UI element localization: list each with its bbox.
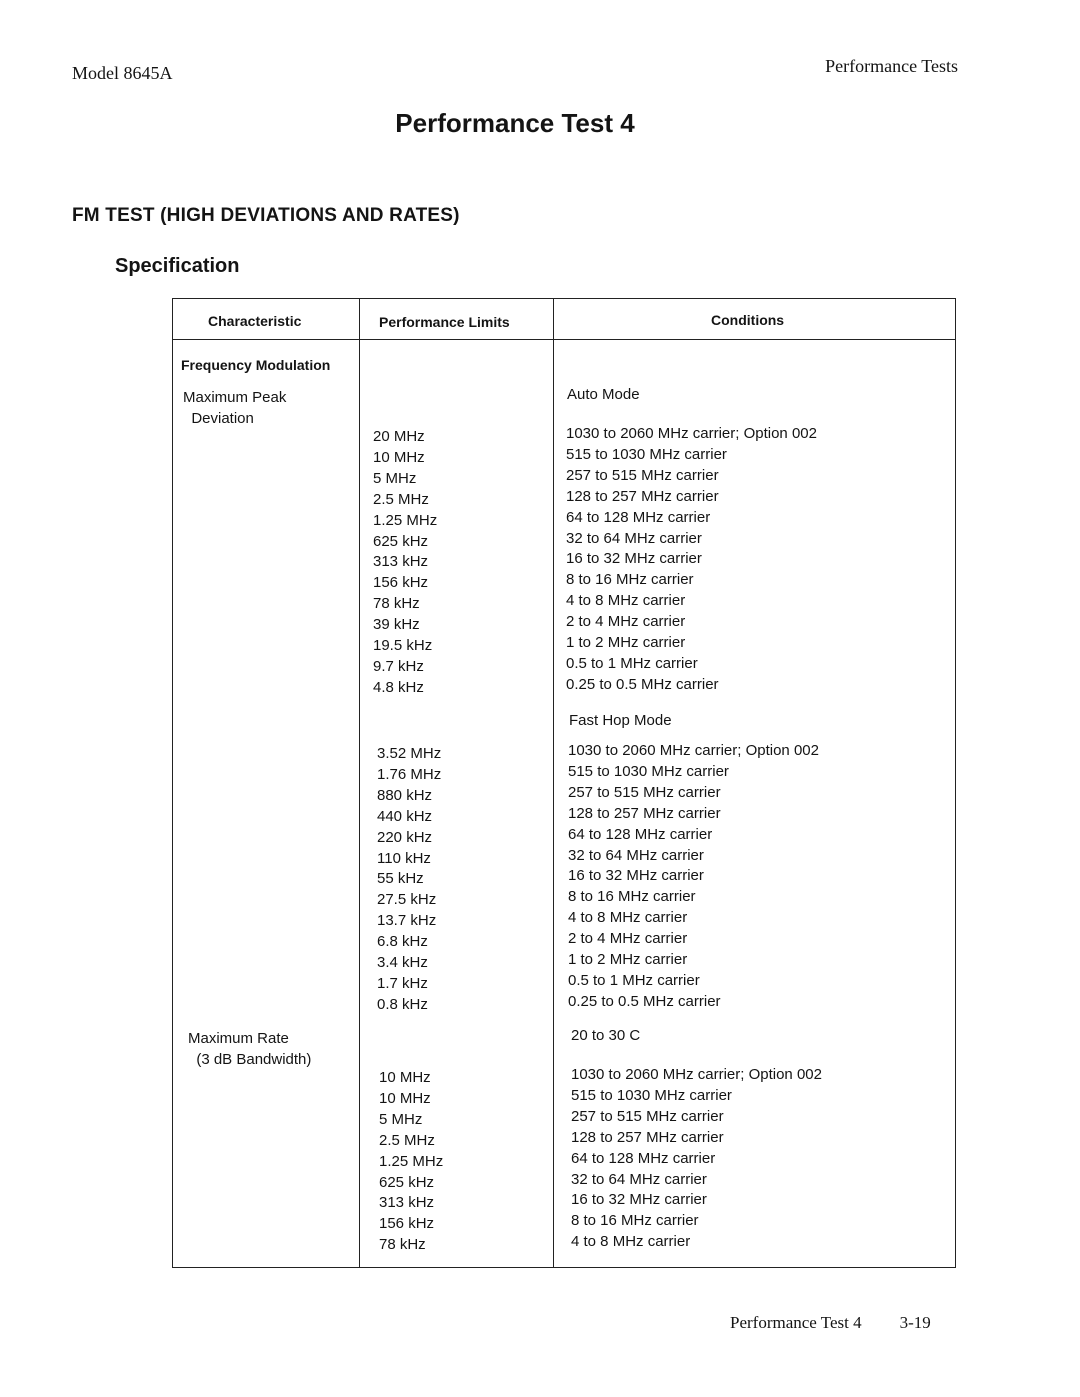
condition-value: 16 to 32 MHz carrier bbox=[566, 550, 702, 568]
column-header-conditions: Conditions bbox=[711, 312, 785, 328]
condition-value: 257 to 515 MHz carrier bbox=[571, 1107, 724, 1125]
section-title: FM TEST (HIGH DEVIATIONS AND RATES) bbox=[72, 205, 460, 226]
limit-value: 5 MHz bbox=[379, 1110, 423, 1128]
limit-value: 9.7 kHz bbox=[373, 657, 424, 675]
condition-value: 16 to 32 MHz carrier bbox=[568, 867, 704, 885]
page-title: Performance Test 4 bbox=[395, 108, 635, 138]
condition-value: 515 to 1030 MHz carrier bbox=[571, 1086, 732, 1104]
limit-value: 3.52 MHz bbox=[377, 745, 442, 762]
limit-value: 20 MHz bbox=[373, 428, 425, 445]
auto-mode-limits-list bbox=[373, 427, 437, 699]
condition-value: 4 to 8 MHz carrier bbox=[571, 1233, 691, 1251]
temperature-condition: 20 to 30 C bbox=[571, 1027, 641, 1044]
max-peak-deviation-label: Maximum Peak Deviation bbox=[183, 389, 287, 427]
limit-value: 880 kHz bbox=[377, 786, 433, 804]
max-rate-label: Maximum Rate (3 dB Bandwidth) bbox=[188, 1030, 312, 1068]
limit-value: 3.4 kHz bbox=[377, 954, 428, 972]
limit-value: 110 kHz bbox=[377, 849, 431, 867]
condition-value: 0.5 to 1 MHz carrier bbox=[566, 654, 698, 672]
condition-value: 2 to 4 MHz carrier bbox=[566, 613, 686, 631]
header-divider bbox=[173, 339, 955, 340]
condition-value: 4 to 8 MHz carrier bbox=[568, 909, 688, 927]
condition-value: 128 to 257 MHz carrier bbox=[568, 804, 721, 822]
max-rate-limits-list bbox=[379, 1068, 443, 1256]
page-number: 3-19 bbox=[899, 1313, 931, 1332]
condition-value: 128 to 257 MHz carrier bbox=[566, 487, 719, 505]
limit-value: 19.5 kHz bbox=[373, 637, 433, 655]
limit-value: 440 kHz bbox=[377, 807, 433, 825]
limit-value: 156 kHz bbox=[379, 1215, 435, 1233]
column-divider bbox=[359, 299, 360, 1267]
limit-value: 39 kHz bbox=[373, 616, 420, 634]
limit-value: 78 kHz bbox=[373, 595, 420, 613]
condition-value: 64 to 128 MHz carrier bbox=[566, 508, 711, 526]
limit-value: 220 kHz bbox=[377, 828, 433, 846]
condition-value: 16 to 32 MHz carrier bbox=[571, 1191, 707, 1209]
limit-value: 1.25 MHz bbox=[379, 1152, 444, 1170]
group-heading: Frequency Modulation bbox=[181, 357, 331, 373]
limit-value: 1.76 MHz bbox=[377, 765, 442, 783]
page-footer bbox=[730, 1313, 931, 1333]
condition-value: 0.25 to 0.5 MHz carrier bbox=[568, 992, 721, 1010]
fast-hop-conditions-list bbox=[568, 741, 819, 1013]
condition-value: 64 to 128 MHz carrier bbox=[568, 825, 713, 843]
limit-value: 625 kHz bbox=[379, 1173, 435, 1191]
condition-value: 32 to 64 MHz carrier bbox=[571, 1170, 707, 1188]
limit-value: 27.5 kHz bbox=[377, 891, 437, 909]
limit-value: 78 kHz bbox=[379, 1236, 426, 1254]
condition-value: 0.5 to 1 MHz carrier bbox=[568, 971, 700, 989]
column-header-characteristic: Characteristic bbox=[208, 313, 302, 329]
limit-value: 10 MHz bbox=[373, 448, 425, 466]
condition-value: 128 to 257 MHz carrier bbox=[571, 1128, 724, 1146]
condition-value: 1 to 2 MHz carrier bbox=[566, 634, 686, 652]
limit-value: 313 kHz bbox=[373, 553, 429, 571]
condition-value: 8 to 16 MHz carrier bbox=[571, 1212, 699, 1230]
column-header-performance-limits: Performance Limits bbox=[379, 314, 510, 330]
limit-value: 5 MHz bbox=[373, 469, 417, 487]
condition-value: 1 to 2 MHz carrier bbox=[568, 951, 688, 969]
condition-value: 1030 to 2060 MHz carrier; Option 002 bbox=[566, 425, 817, 442]
condition-value: 8 to 16 MHz carrier bbox=[568, 888, 696, 906]
condition-value: 64 to 128 MHz carrier bbox=[571, 1149, 716, 1167]
condition-value: 515 to 1030 MHz carrier bbox=[566, 445, 727, 463]
limit-value: 313 kHz bbox=[379, 1194, 435, 1212]
limit-value: 13.7 kHz bbox=[377, 912, 437, 930]
fast-hop-mode-label: Fast Hop Mode bbox=[569, 712, 672, 729]
condition-value: 515 to 1030 MHz carrier bbox=[568, 762, 729, 780]
footer-label: Performance Test 4 bbox=[730, 1313, 862, 1332]
limit-value: 0.8 kHz bbox=[377, 995, 428, 1013]
limit-value: 55 kHz bbox=[377, 870, 424, 888]
condition-value: 8 to 16 MHz carrier bbox=[566, 571, 694, 589]
limit-value: 4.8 kHz bbox=[373, 678, 424, 696]
limit-value: 1.7 kHz bbox=[377, 974, 428, 992]
header-section: Performance Tests bbox=[825, 56, 958, 76]
specification-table bbox=[172, 298, 956, 1268]
condition-value: 257 to 515 MHz carrier bbox=[566, 466, 719, 484]
column-divider bbox=[553, 299, 554, 1267]
condition-value: 1030 to 2060 MHz carrier; Option 002 bbox=[571, 1066, 822, 1083]
subsection-title: Specification bbox=[115, 255, 240, 277]
limit-value: 1.25 MHz bbox=[373, 511, 438, 529]
limit-value: 10 MHz bbox=[379, 1069, 431, 1086]
condition-value: 32 to 64 MHz carrier bbox=[566, 529, 702, 547]
condition-value: 1030 to 2060 MHz carrier; Option 002 bbox=[568, 742, 819, 759]
condition-value: 4 to 8 MHz carrier bbox=[566, 592, 686, 610]
condition-value: 257 to 515 MHz carrier bbox=[568, 783, 721, 801]
auto-mode-label: Auto Mode bbox=[567, 386, 640, 403]
auto-mode-conditions-list bbox=[566, 424, 817, 696]
limit-value: 625 kHz bbox=[373, 532, 429, 550]
condition-value: 32 to 64 MHz carrier bbox=[568, 846, 704, 864]
limit-value: 2.5 MHz bbox=[379, 1131, 435, 1149]
limit-value: 6.8 kHz bbox=[377, 933, 428, 951]
max-rate-conditions-list bbox=[571, 1065, 822, 1253]
condition-value: 0.25 to 0.5 MHz carrier bbox=[566, 675, 719, 693]
fast-hop-limits-list bbox=[377, 744, 441, 1016]
limit-value: 10 MHz bbox=[379, 1089, 431, 1107]
limit-value: 156 kHz bbox=[373, 574, 429, 592]
header-model: Model 8645A bbox=[72, 63, 173, 83]
condition-value: 2 to 4 MHz carrier bbox=[568, 930, 688, 948]
limit-value: 2.5 MHz bbox=[373, 490, 429, 508]
